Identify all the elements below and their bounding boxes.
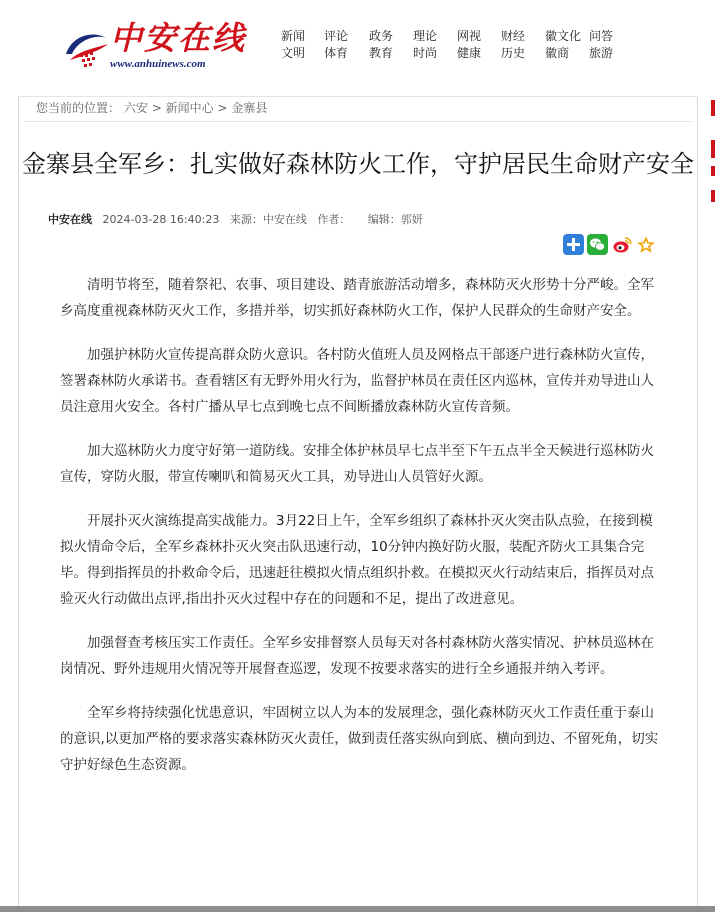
article-meta bbox=[48, 212, 423, 228]
logo-url: www.anhuinews.com bbox=[110, 58, 206, 70]
breadcrumb-divider bbox=[24, 121, 692, 122]
wechat-icon[interactable] bbox=[587, 234, 608, 255]
favorite-star-icon[interactable] bbox=[635, 234, 656, 255]
nav-link-travel[interactable]: 旅游 bbox=[589, 46, 614, 60]
nav-link-finance[interactable]: 财经 bbox=[501, 29, 526, 43]
nav-link-history[interactable]: 历史 bbox=[501, 46, 526, 60]
nav-link-fashion[interactable]: 时尚 bbox=[413, 46, 438, 60]
nav-link-education[interactable]: 教育 bbox=[369, 46, 394, 60]
article-paragraph: 加强督查考核压实工作责任。全军乡安排督察人员每天对各村森林防火落实情况、护林员巡林在岗情况、野外违规用火情况等开展督查巡逻，发现不按要求落实的进行全乡通报并纳入考评。 bbox=[60, 635, 654, 677]
nav-link-hui-culture[interactable]: 徽文化 bbox=[545, 29, 582, 43]
plus-share-icon[interactable] bbox=[563, 234, 584, 255]
article-body bbox=[60, 272, 660, 796]
main-nav bbox=[281, 28, 619, 62]
sidebar-edge-mark bbox=[711, 100, 715, 116]
sidebar-edge-mark bbox=[711, 190, 715, 202]
breadcrumb-item-news-center[interactable]: 新闻中心 bbox=[165, 101, 214, 115]
nav-link-news[interactable]: 新闻 bbox=[281, 29, 306, 43]
nav-link-video[interactable]: 网视 bbox=[457, 29, 482, 43]
article-paragraph: 开展扑灭火演练提高实战能力。3月22日上午，全军乡组织了森林扑灭火突击队点验，在接到模拟火情命令后，全军乡森林扑灭火突击队迅速行动，10分钟内换好防火服，装配齐防火工具集合完毕。得到指挥员的扑救命令后，迅速赶往模拟火情点组织扑救。在模拟灭火行动结束后，指挥员对点验灭火行动做出点评,指出扑灭火过程中存在的问题和不足，提出了改进意见。 bbox=[60, 513, 654, 607]
nav-link-civilization[interactable]: 文明 bbox=[281, 46, 306, 60]
sidebar-edge-mark bbox=[711, 166, 715, 176]
nav-link-comment[interactable]: 评论 bbox=[324, 29, 349, 43]
meta-author: 作者： bbox=[317, 213, 351, 226]
nav-link-sports[interactable]: 体育 bbox=[324, 46, 349, 60]
nav-link-health[interactable]: 健康 bbox=[457, 46, 482, 60]
nav-link-government[interactable]: 政务 bbox=[369, 29, 394, 43]
site-logo[interactable] bbox=[62, 18, 247, 74]
breadcrumb-prefix: 您当前的位置： bbox=[36, 101, 121, 115]
meta-source: 来源：中安在线 bbox=[229, 213, 307, 226]
nav-link-hui-merchants[interactable]: 徽商 bbox=[545, 46, 570, 60]
sidebar-edge-mark bbox=[711, 140, 715, 158]
logo-text: 中安在线 bbox=[110, 19, 247, 57]
article-paragraph: 清明节将至，随着祭祀、农事、项目建设、踏青旅游活动增多，森林防灭火形势十分严峻。全军乡高度重视森林防灭火工作，多措并举，切实抓好森林防火工作，保护人民群众的生命财产安全。 bbox=[60, 277, 654, 319]
breadcrumb-separator: > bbox=[151, 101, 162, 115]
content-frame-right bbox=[697, 96, 698, 912]
article-title: 金寨县全军乡：扎实做好森林防火工作，守护居民生命财产安全 bbox=[22, 150, 694, 179]
nav-link-qa[interactable]: 问答 bbox=[589, 29, 614, 43]
logo-swirl-icon bbox=[62, 24, 110, 68]
breadcrumb bbox=[36, 99, 267, 117]
content-frame-top bbox=[18, 96, 698, 97]
weibo-icon[interactable] bbox=[611, 234, 632, 255]
meta-datetime: 2024-03-28 16:40:23 bbox=[102, 213, 220, 226]
nav-row-1 bbox=[281, 28, 619, 45]
share-bar bbox=[563, 234, 656, 256]
nav-link-theory[interactable]: 理论 bbox=[413, 29, 438, 43]
article-paragraph: 全军乡将持续强化忧患意识，牢固树立以人为本的发展理念，强化森林防灭火工作责任重于泰山的意识,以更加严格的要求落实森林防灭火责任，做到责任落实纵向到底、横向到边、不留死角，切实守护好绿色生态资源。 bbox=[60, 705, 659, 773]
content-frame-left bbox=[18, 96, 19, 912]
article-paragraph: 加强护林防火宣传提高群众防火意识。各村防火值班人员及网格点干部逐户进行森林防火宣传，签署森林防火承诺书。查看辖区有无野外用火行为，监督护林员在责任区内巡林，宣传并劝导进山人员注意用火安全。各村广播从早七点到晚七点不间断播放森林防火宣传音频。 bbox=[60, 347, 654, 415]
breadcrumb-item-luan[interactable]: 六安 bbox=[123, 101, 148, 115]
meta-editor: 编辑：郭妍 bbox=[367, 213, 423, 226]
site-header bbox=[0, 0, 715, 90]
nav-row-2 bbox=[281, 45, 619, 62]
breadcrumb-item-jinzhai[interactable]: 金寨县 bbox=[231, 101, 268, 115]
meta-source-brand: 中安在线 bbox=[48, 213, 92, 226]
horizontal-scrollbar[interactable] bbox=[0, 906, 715, 912]
article-paragraph: 加大巡林防火力度守好第一道防线。安排全体护林员早七点半至下午五点半全天候进行巡林防火宣传，穿防火服，带宣传喇叭和简易灭火工具，劝导进山人员管好火源。 bbox=[60, 443, 654, 485]
breadcrumb-separator: > bbox=[217, 101, 228, 115]
